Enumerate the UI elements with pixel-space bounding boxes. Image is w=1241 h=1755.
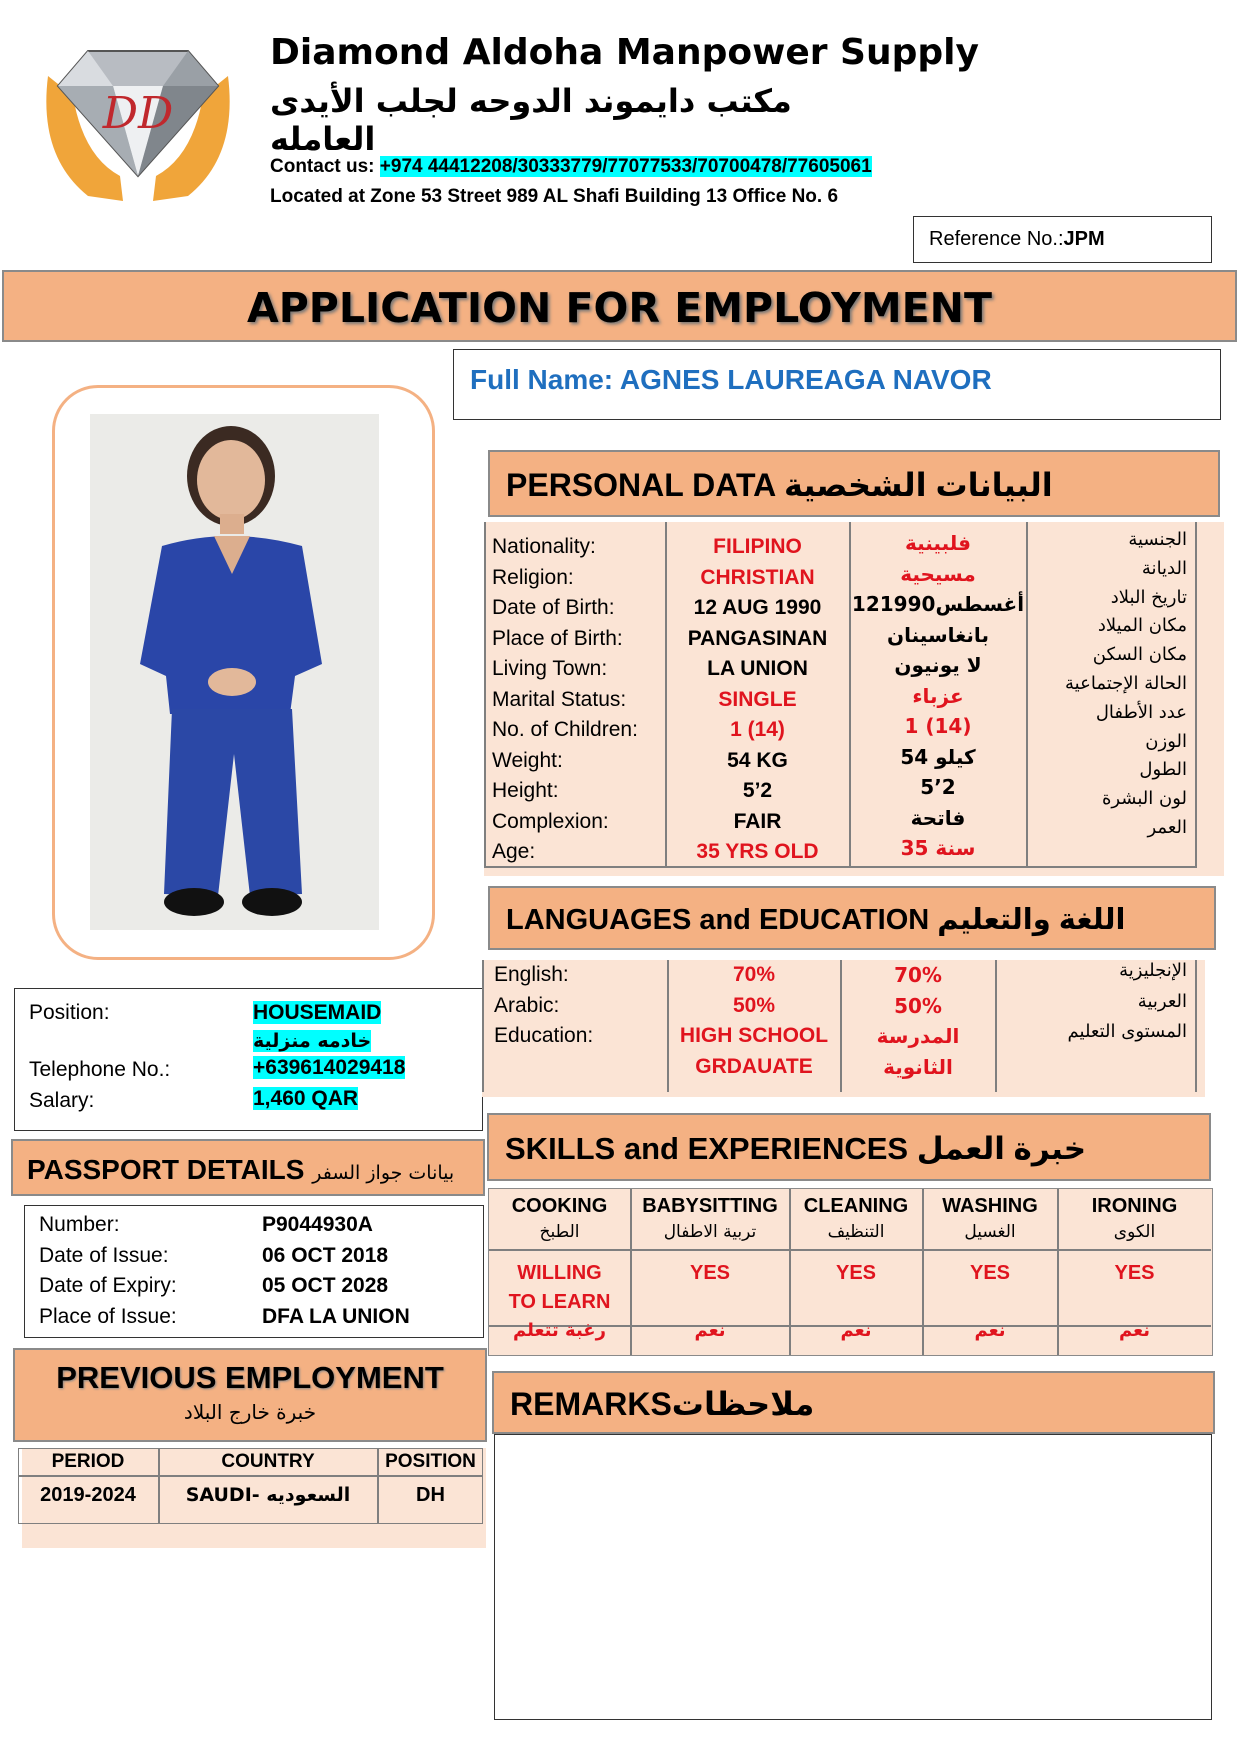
language-label: English: <box>494 963 569 986</box>
skill-value-line2 <box>631 1288 789 1317</box>
reference-box <box>913 216 1212 263</box>
languages-labels-ar-col <box>997 956 1187 1048</box>
passport-header-ar: بيانات جواز السفر <box>312 1162 455 1184</box>
languages-header <box>488 886 1216 950</box>
company-name-en: Diamond Aldoha Manpower Supply <box>270 32 979 73</box>
passport-label: Date of Issue: <box>39 1243 169 1267</box>
personal-label-ar: الوزن <box>1145 730 1187 752</box>
application-title: APPLICATION FOR EMPLOYMENT <box>247 284 992 332</box>
language-value-ar: المدرسة <box>876 1024 960 1048</box>
skill-value: YES <box>689 1262 731 1284</box>
passport-label: Date of Expiry: <box>39 1274 177 1297</box>
position-value-ar: خادمه منزلية <box>253 1030 372 1052</box>
personal-label: Height: <box>492 779 559 802</box>
passport-labels-col <box>39 1210 177 1332</box>
language-label: Arabic: <box>494 993 560 1017</box>
personal-value-ar: 5’2 <box>920 775 956 799</box>
skill-value-ar: نعم <box>694 1320 726 1341</box>
personal-label: Complexion: <box>492 809 609 833</box>
personal-value: 35 YRS OLD <box>696 840 819 863</box>
personal-value: PANGASINAN <box>687 626 828 650</box>
language-value-ar: 50% <box>894 993 942 1018</box>
previous-employment-header <box>13 1348 487 1442</box>
personal-value: FAIR <box>733 809 782 833</box>
personal-values-ar-col <box>850 528 1026 864</box>
skill-name-ar: تربية الاطفال <box>663 1222 757 1242</box>
languages-values-ar-col <box>841 960 995 1082</box>
personal-label-ar: العمر <box>1147 816 1187 838</box>
personal-value-ar: 1 (14) <box>904 714 972 738</box>
languages-values-col <box>668 960 840 1082</box>
position-value <box>253 999 381 1055</box>
languages-labels-col <box>494 960 593 1052</box>
personal-label: No. of Children: <box>492 718 638 741</box>
telephone-value-text: +639614029418 <box>253 1056 406 1079</box>
personal-value-ar: مسيحية <box>900 561 976 586</box>
languages-header-en: LANGUAGES and EDUCATION <box>506 904 938 936</box>
language-label-ar: الإنجليزية <box>1119 960 1187 981</box>
skill-babysitting <box>631 1193 789 1345</box>
language-value: GRDAUATE <box>695 1054 813 1078</box>
skill-washing <box>923 1193 1057 1345</box>
skill-cooking <box>489 1193 630 1345</box>
language-label-ar: العربية <box>1137 990 1187 1012</box>
skill-ironing <box>1058 1193 1211 1345</box>
skill-value-line2 <box>1058 1288 1211 1317</box>
skill-name: WASHING <box>942 1195 1038 1217</box>
personal-value: CHRISTIAN <box>700 565 815 589</box>
languages-table <box>482 960 1205 1097</box>
applicant-photo <box>90 414 379 930</box>
skill-value: YES <box>969 1262 1011 1284</box>
remarks-header-text: REMARKSملاحظات <box>510 1386 815 1422</box>
reference-label: Reference No.: <box>929 228 1064 250</box>
full-name-box <box>453 349 1221 420</box>
personal-value: SINGLE <box>718 687 797 711</box>
skill-value: YES <box>1114 1262 1155 1284</box>
reference-value: JPM <box>1063 228 1105 250</box>
personal-value: 54 KG <box>727 748 788 772</box>
skill-name: IRONING <box>1091 1195 1178 1217</box>
prev-col-position: POSITION <box>385 1451 476 1472</box>
languages-header-ar: اللغة والتعليم <box>937 904 1126 936</box>
personal-value-ar: 12أغسطس1990 <box>851 592 1025 616</box>
skill-value-line2: TO LEARN <box>508 1291 611 1313</box>
remarks-box <box>494 1434 1212 1720</box>
skill-value-line2 <box>790 1288 922 1317</box>
prev-col-period: PERIOD <box>51 1451 125 1472</box>
skill-name: CLEANING <box>803 1195 909 1217</box>
personal-data-header-ar: البيانات الشخصية <box>783 467 1053 503</box>
company-address: Located at Zone 53 Street 989 AL Shafi Building 13 Office No. 6 <box>270 186 839 207</box>
prev-row-position: DH <box>416 1484 445 1506</box>
personal-value-ar: فاتحة <box>910 805 966 830</box>
skill-name-ar: الطبخ <box>539 1222 580 1242</box>
personal-value: 12 AUG 1990 <box>693 596 822 619</box>
passport-label: Place of Issue: <box>39 1304 177 1328</box>
position-value-en: HOUSEMAID <box>253 1001 382 1024</box>
personal-label: Weight: <box>492 748 563 772</box>
passport-value: P9044930A <box>262 1213 373 1236</box>
personal-value-ar: لا يونيون <box>894 653 982 677</box>
personal-value-ar: فلبينية <box>904 531 972 555</box>
personal-label-ar: الجنسية <box>1128 529 1187 550</box>
language-value-ar: 70% <box>894 963 942 987</box>
skill-value: YES <box>835 1262 877 1284</box>
skills-table <box>488 1188 1213 1356</box>
remarks-header <box>492 1371 1215 1434</box>
telephone-value <box>253 1056 405 1080</box>
personal-label-ar: مكان الميلاد <box>1097 615 1187 637</box>
full-name: Full Name: AGNES LAUREAGA NAVOR <box>470 364 992 395</box>
personal-label-ar: الطول <box>1139 759 1187 781</box>
skill-value-ar: رغبة تتعلم <box>513 1320 606 1341</box>
prev-row-period: 2019-2024 <box>40 1484 136 1506</box>
personal-label: Age: <box>492 840 536 863</box>
personal-value-ar: 35 سنة <box>900 836 976 860</box>
skill-cleaning <box>790 1193 922 1345</box>
skill-name-ar: الكوى <box>1113 1222 1156 1242</box>
language-label-ar: المستوى التعليم <box>1067 1021 1187 1042</box>
svg-text:DD: DD <box>102 88 174 139</box>
personal-data-table <box>484 522 1224 876</box>
skill-value-ar: نعم <box>974 1320 1006 1341</box>
skill-value-ar: نعم <box>1118 1320 1151 1341</box>
skill-value-line2 <box>923 1288 1057 1317</box>
passport-value: DFA LA UNION <box>262 1304 410 1328</box>
personal-data-header <box>488 450 1220 517</box>
personal-label-ar: عدد الأطفال <box>1095 701 1187 723</box>
personal-label: Marital Status: <box>492 687 627 711</box>
previous-employment-header-ar: خبرة خارج البلاد <box>183 1400 317 1424</box>
personal-value: LA UNION <box>707 657 808 680</box>
language-value: HIGH SCHOOL <box>679 1024 829 1047</box>
salary-value-text: 1,460 QAR <box>253 1087 359 1110</box>
application-title-bar <box>2 270 1237 342</box>
personal-labels-ar-col <box>1028 526 1187 843</box>
personal-label-ar: الديانة <box>1141 557 1187 579</box>
personal-value-ar: عزباء <box>912 683 964 708</box>
position-label: Position: <box>29 1001 110 1024</box>
skill-name: BABYSITTING <box>642 1195 778 1217</box>
personal-value: FILIPINO <box>713 535 802 558</box>
personal-label-ar: الحالة الإجتماعية <box>1065 672 1187 694</box>
personal-label-ar: لون البشرة <box>1101 788 1187 810</box>
skill-name-ar: التنظيف <box>827 1222 885 1242</box>
personal-label: Place of Birth: <box>492 626 623 650</box>
telephone-label: Telephone No.: <box>29 1058 171 1081</box>
skill-name: COOKING <box>511 1195 608 1217</box>
salary-label: Salary: <box>29 1089 95 1112</box>
personal-value: 5’2 <box>742 779 773 802</box>
skills-header-ar: خبرة العمل <box>916 1131 1087 1166</box>
passport-box <box>24 1205 484 1338</box>
passport-values-col <box>262 1210 410 1332</box>
previous-employment-header-en: PREVIOUS EMPLOYMENT <box>56 1360 444 1395</box>
position-box <box>14 988 483 1131</box>
personal-value-ar: بانغاسينان <box>887 622 989 647</box>
language-value: 70% <box>732 963 776 986</box>
personal-data-header-en: PERSONAL DATA <box>506 467 784 503</box>
skills-header <box>487 1113 1211 1181</box>
passport-value: 06 OCT 2018 <box>262 1243 389 1267</box>
skills-header-en: SKILLS and EXPERIENCES <box>505 1131 917 1166</box>
personal-label: Religion: <box>492 565 574 589</box>
contact-line <box>270 156 872 178</box>
personal-label: Living Town: <box>492 657 608 680</box>
language-value: 50% <box>732 993 776 1017</box>
prev-col-country: COUNTRY <box>221 1451 315 1472</box>
language-label: Education: <box>494 1024 594 1047</box>
contact-numbers: +974 44412208/30333779/77077533/70700478/77605061 <box>379 156 872 177</box>
salary-value <box>253 1087 358 1111</box>
previous-employment-table <box>22 1448 486 1548</box>
prev-row-country: SAUDI- السعوديه <box>185 1484 351 1506</box>
personal-label-ar: تاريخ البلاد <box>1110 586 1187 608</box>
passport-label: Number: <box>39 1213 120 1236</box>
passport-header <box>11 1139 485 1196</box>
company-name-ar: مكتب دايموند الدوحه لجلب الأيدى العامله <box>270 82 792 158</box>
contact-label: Contact us: <box>270 156 380 177</box>
personal-label-ar: مكان السكن <box>1092 644 1187 666</box>
language-value-ar: الثانوية <box>883 1054 953 1079</box>
personal-label: Nationality: <box>492 535 596 558</box>
passport-header-en: PASSPORT DETAILS <box>27 1154 313 1185</box>
skill-value-ar: نعم <box>840 1320 872 1341</box>
skill-value: WILLING <box>517 1262 602 1284</box>
personal-value: 1 (14) <box>730 718 785 741</box>
personal-label: Date of Birth: <box>492 596 615 619</box>
personal-values-col <box>666 532 849 868</box>
passport-value: 05 OCT 2028 <box>262 1274 389 1297</box>
personal-labels-col <box>492 532 664 868</box>
skill-name-ar: الغسيل <box>964 1222 1016 1242</box>
company-logo <box>28 36 248 211</box>
personal-value-ar: 54 كيلو <box>900 744 976 769</box>
